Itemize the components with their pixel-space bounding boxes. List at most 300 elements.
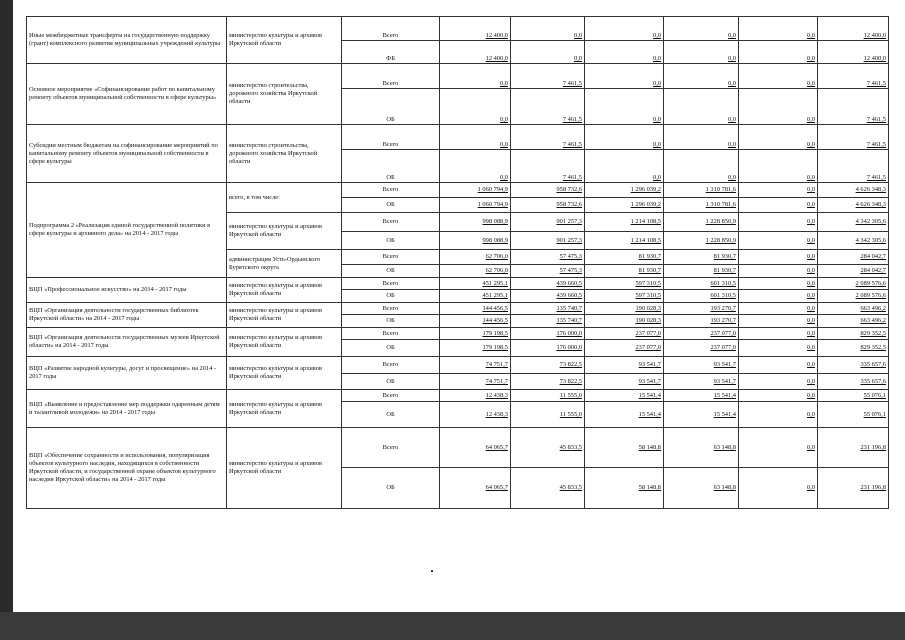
year-value-cell — [585, 150, 664, 183]
amount-value: 1 228 850,9 — [705, 236, 736, 244]
year-value-cell — [511, 340, 585, 357]
year-value-cell — [664, 250, 739, 265]
year-value-cell — [739, 89, 818, 125]
year-value-cell — [739, 232, 818, 250]
amount-value: 15 541,4 — [713, 410, 736, 418]
measure-name-cell: ВЦП «Организация деятельности государственных музеев Иркутской области» на 2014 - 2017 годы — [27, 328, 227, 357]
amount-value: 4 342 305,6 — [855, 236, 886, 244]
year-value-cell — [511, 183, 585, 198]
amount-value: 193 270,7 — [710, 317, 736, 324]
amount-value: 93 541,7 — [638, 361, 661, 368]
amount-value: 284 042,7 — [860, 267, 886, 274]
table-row — [27, 328, 889, 340]
amount-value: 15 541,4 — [638, 410, 661, 418]
amount-value: 0,0 — [807, 253, 815, 260]
budget-table — [26, 16, 889, 509]
total-value-cell — [818, 198, 889, 213]
year-value-cell — [585, 303, 664, 315]
amount-value: 0,0 — [728, 55, 736, 62]
year-value-cell — [739, 303, 818, 315]
amount-value: 93 541,7 — [713, 361, 736, 368]
year-value-cell — [664, 213, 739, 232]
total-value-cell — [818, 278, 889, 290]
year-value-cell — [585, 328, 664, 340]
year-value-cell — [440, 183, 511, 198]
amount-value: 231 196,8 — [860, 443, 886, 451]
amount-value: 958 732,6 — [556, 201, 582, 208]
year-value-cell — [739, 213, 818, 232]
year-value-cell — [440, 213, 511, 232]
year-value-cell — [511, 213, 585, 232]
year-value-cell — [511, 290, 585, 303]
year-value-cell — [440, 303, 511, 315]
year-value-cell — [585, 315, 664, 328]
amount-value: 4 626 348,3 — [855, 186, 886, 193]
year-value-cell — [585, 374, 664, 390]
year-value-cell — [664, 183, 739, 198]
amount-value: 0,0 — [807, 174, 815, 181]
executor-cell: министерство строительства, дорожного хозяйства Иркутской области — [227, 125, 342, 183]
year-value-cell — [585, 198, 664, 213]
year-value-cell — [664, 265, 739, 278]
year-value-cell — [664, 198, 739, 213]
funding-source-cell: ОБ — [342, 468, 440, 509]
amount-value: 2 089 576,6 — [855, 292, 886, 299]
year-value-cell — [511, 374, 585, 390]
amount-value: 0,0 — [807, 186, 815, 193]
amount-value: 0,0 — [807, 55, 815, 62]
year-value-cell — [511, 357, 585, 374]
year-value-cell — [739, 183, 818, 198]
total-value-cell — [818, 340, 889, 357]
amount-value: 0,0 — [653, 55, 661, 62]
executor-cell: министерство культуры и архивов Иркутской области — [227, 17, 342, 64]
year-value-cell — [511, 150, 585, 183]
year-value-cell — [739, 125, 818, 150]
amount-value: 0,0 — [807, 80, 815, 87]
amount-value: 135 740,7 — [556, 317, 582, 324]
amount-value: 7 461,5 — [866, 141, 886, 148]
year-value-cell — [511, 468, 585, 509]
table-row — [27, 64, 889, 89]
measure-name-cell: ВЦП «Профессиональное искусство» на 2014 - 2017 годы — [27, 278, 227, 303]
year-value-cell — [440, 265, 511, 278]
amount-value: 15 541,4 — [638, 391, 661, 399]
amount-value: 73 822,5 — [559, 377, 582, 385]
table-row — [27, 17, 889, 41]
year-value-cell — [511, 125, 585, 150]
year-value-cell — [440, 374, 511, 390]
year-value-cell — [585, 232, 664, 250]
total-value-cell — [818, 183, 889, 198]
amount-value: 15 541,4 — [713, 391, 736, 399]
amount-value: 0,0 — [728, 141, 736, 148]
year-value-cell — [440, 315, 511, 328]
amount-value: 1 296 039,2 — [630, 201, 661, 208]
total-value-cell — [818, 250, 889, 265]
year-value-cell — [440, 468, 511, 509]
amount-value: 237 077,0 — [710, 329, 736, 337]
amount-value: 335 657,6 — [860, 361, 886, 368]
funding-source-cell: ОБ — [342, 402, 440, 428]
amount-value: 176 000,0 — [556, 329, 582, 337]
amount-value: 12 438,3 — [485, 410, 508, 418]
amount-value: 179 198,5 — [482, 344, 508, 351]
amount-value: 144 456,5 — [482, 304, 508, 312]
year-value-cell — [511, 64, 585, 89]
amount-value: 901 257,3 — [556, 236, 582, 244]
amount-value: 45 833,5 — [559, 443, 582, 451]
year-value-cell — [739, 357, 818, 374]
funding-source-cell: Всего — [342, 428, 440, 468]
year-value-cell — [664, 232, 739, 250]
year-value-cell — [511, 428, 585, 468]
executor-cell: министерство культуры и архивов Иркутской области — [227, 328, 342, 357]
scan-speck — [431, 570, 433, 572]
year-value-cell — [739, 402, 818, 428]
year-value-cell — [585, 402, 664, 428]
total-value-cell — [818, 315, 889, 328]
amount-value: 829 352,5 — [860, 329, 886, 337]
amount-value: 11 555,0 — [559, 391, 582, 399]
year-value-cell — [585, 390, 664, 402]
total-value-cell — [818, 150, 889, 183]
amount-value: 64 065,7 — [485, 443, 508, 451]
amount-value: 2 089 576,6 — [855, 279, 886, 287]
funding-source-cell: ОБ — [342, 89, 440, 125]
amount-value: 179 198,5 — [482, 329, 508, 337]
year-value-cell — [739, 468, 818, 509]
funding-source-cell: ОБ — [342, 265, 440, 278]
amount-value: 0,0 — [728, 116, 736, 123]
amount-value: 63 148,8 — [713, 443, 736, 451]
year-value-cell — [440, 232, 511, 250]
year-value-cell — [739, 328, 818, 340]
amount-value: 12 400,0 — [485, 55, 508, 62]
executor-cell: министерство культуры и архивов Иркутской области — [227, 357, 342, 390]
year-value-cell — [440, 340, 511, 357]
funding-source-cell: Всего — [342, 278, 440, 290]
amount-value: 0,0 — [807, 377, 815, 385]
year-value-cell — [664, 374, 739, 390]
amount-value: 601 310,5 — [710, 292, 736, 299]
year-value-cell — [664, 357, 739, 374]
table-row — [27, 183, 889, 198]
amount-value: 958 732,6 — [556, 186, 582, 193]
amount-value: 439 660,5 — [556, 279, 582, 287]
amount-value: 63 148,8 — [713, 484, 736, 491]
year-value-cell — [511, 390, 585, 402]
amount-value: 7 461,5 — [562, 141, 582, 148]
year-value-cell — [664, 315, 739, 328]
amount-value: 57 475,3 — [559, 253, 582, 260]
amount-value: 1 060 794,9 — [477, 186, 508, 193]
amount-value: 4 626 348,3 — [855, 201, 886, 208]
year-value-cell — [585, 17, 664, 41]
year-value-cell — [511, 315, 585, 328]
year-value-cell — [585, 41, 664, 64]
amount-value: 73 822,5 — [559, 361, 582, 368]
executor-cell: министерство культуры и архивов Иркутской области — [227, 390, 342, 428]
funding-source-cell: Всего — [342, 328, 440, 340]
year-value-cell — [440, 89, 511, 125]
amount-value: 231 196,8 — [860, 484, 886, 491]
year-value-cell — [739, 17, 818, 41]
amount-value: 0,0 — [807, 410, 815, 418]
year-value-cell — [440, 428, 511, 468]
amount-value: 663 496,2 — [860, 304, 886, 312]
amount-value: 1 296 039,2 — [630, 186, 661, 193]
amount-value: 7 461,5 — [562, 116, 582, 123]
total-value-cell — [818, 17, 889, 41]
amount-value: 597 310,5 — [635, 279, 661, 287]
funding-source-cell: ОБ — [342, 232, 440, 250]
total-value-cell — [818, 125, 889, 150]
year-value-cell — [585, 250, 664, 265]
table-row — [27, 428, 889, 468]
amount-value: 0,0 — [728, 174, 736, 181]
year-value-cell — [511, 250, 585, 265]
funding-source-cell: Всего — [342, 17, 440, 41]
year-value-cell — [585, 357, 664, 374]
total-value-cell — [818, 232, 889, 250]
amount-value: 12 438,3 — [485, 391, 508, 399]
year-value-cell — [440, 278, 511, 290]
amount-value: 335 657,6 — [860, 377, 886, 385]
funding-source-cell: ОБ — [342, 315, 440, 328]
total-value-cell — [818, 303, 889, 315]
year-value-cell — [440, 328, 511, 340]
amount-value: 0,0 — [807, 292, 815, 299]
total-value-cell — [818, 357, 889, 374]
amount-value: 0,0 — [653, 80, 661, 87]
table-row — [27, 390, 889, 402]
amount-value: 12 400,0 — [485, 32, 508, 39]
amount-value: 451 295,1 — [482, 279, 508, 287]
measure-name-cell: ВЦП «Обеспечение сохранности и использования, популяризация объектов культурного наследия, находящихся в собственности Иркутской области, и государственной охране объектов культурного наследия Иркутской области» на 2014 - 2017 годы — [27, 428, 227, 509]
amount-value: 12 400,0 — [863, 32, 886, 39]
year-value-cell — [739, 250, 818, 265]
amount-value: 55 076,1 — [863, 391, 886, 399]
amount-value: 439 660,5 — [556, 292, 582, 299]
amount-value: 62 706,0 — [485, 267, 508, 274]
year-value-cell — [664, 41, 739, 64]
year-value-cell — [585, 213, 664, 232]
amount-value: 451 295,1 — [482, 292, 508, 299]
amount-value: 0,0 — [807, 443, 815, 451]
amount-value: 0,0 — [807, 361, 815, 368]
amount-value: 11 555,0 — [559, 410, 582, 418]
amount-value: 1 228 850,9 — [705, 218, 736, 225]
year-value-cell — [440, 250, 511, 265]
amount-value: 0,0 — [807, 116, 815, 123]
measure-name-cell: ВЦП «Выявление и предоставление мер поддержки одаренным детям и талантливой молодежи» на 2014 - 2017 годы — [27, 390, 227, 428]
year-value-cell — [739, 41, 818, 64]
amount-value: 93 541,7 — [713, 377, 736, 385]
funding-source-cell: ОБ — [342, 150, 440, 183]
year-value-cell — [664, 328, 739, 340]
year-value-cell — [585, 89, 664, 125]
year-value-cell — [511, 89, 585, 125]
year-value-cell — [739, 64, 818, 89]
amount-value: 237 077,0 — [635, 329, 661, 337]
amount-value: 45 833,5 — [559, 484, 582, 491]
amount-value: 998 088,9 — [482, 218, 508, 225]
table-row — [27, 357, 889, 374]
measure-name-cell: Подпрограмма 2 «Реализация единой государственной политики в сфере культуры и архивного дела» на 2014 - 2017 годы — [27, 183, 227, 278]
amount-value: 7 461,5 — [866, 116, 886, 123]
amount-value: 0,0 — [728, 32, 736, 39]
amount-value: 0,0 — [807, 344, 815, 351]
year-value-cell — [739, 150, 818, 183]
year-value-cell — [664, 428, 739, 468]
amount-value: 81 930,7 — [713, 267, 736, 274]
year-value-cell — [739, 390, 818, 402]
funding-source-cell: Всего — [342, 390, 440, 402]
total-value-cell — [818, 265, 889, 278]
amount-value: 81 930,7 — [638, 267, 661, 274]
year-value-cell — [739, 198, 818, 213]
year-value-cell — [511, 17, 585, 41]
amount-value: 0,0 — [500, 116, 508, 123]
year-value-cell — [739, 278, 818, 290]
amount-value: 0,0 — [728, 80, 736, 87]
total-value-cell — [818, 64, 889, 89]
amount-value: 0,0 — [653, 116, 661, 123]
year-value-cell — [511, 41, 585, 64]
amount-value: 144 456,5 — [482, 317, 508, 324]
measure-name-cell: Иные межбюджетные трансферты на государственную поддержку (грант) комплексного развития муниципальных учреждений культуры — [27, 17, 227, 64]
measure-name-cell: ВЦП «Развитие народной культуры, досуг и просвещение» на 2014 - 2017 годы — [27, 357, 227, 390]
year-value-cell — [585, 183, 664, 198]
amount-value: 0,0 — [807, 304, 815, 312]
amount-value: 0,0 — [807, 329, 815, 337]
funding-source-cell: Всего — [342, 64, 440, 89]
amount-value: 190 028,3 — [635, 317, 661, 324]
amount-value: 58 148,8 — [638, 443, 661, 451]
amount-value: 0,0 — [807, 279, 815, 287]
year-value-cell — [511, 278, 585, 290]
amount-value: 74 751,7 — [485, 377, 508, 385]
funding-source-cell: ОБ — [342, 374, 440, 390]
funding-source-cell: Всего — [342, 183, 440, 198]
year-value-cell — [664, 150, 739, 183]
total-value-cell — [818, 390, 889, 402]
executor-cell: всего, в том числе: — [227, 183, 342, 213]
year-value-cell — [585, 340, 664, 357]
funding-source-cell: ОБ — [342, 290, 440, 303]
amount-value: 0,0 — [653, 141, 661, 148]
amount-value: 0,0 — [574, 55, 582, 62]
amount-value: 0,0 — [807, 267, 815, 274]
funding-source-cell: Всего — [342, 125, 440, 150]
total-value-cell — [818, 41, 889, 64]
amount-value: 62 706,0 — [485, 253, 508, 260]
funding-source-cell: Всего — [342, 213, 440, 232]
amount-value: 135 740,7 — [556, 304, 582, 312]
amount-value: 7 461,5 — [562, 80, 582, 87]
total-value-cell — [818, 374, 889, 390]
funding-source-cell: Всего — [342, 357, 440, 374]
year-value-cell — [664, 402, 739, 428]
amount-value: 12 400,0 — [863, 55, 886, 62]
year-value-cell — [585, 468, 664, 509]
amount-value: 1 060 794,9 — [477, 201, 508, 208]
executor-cell: администрация Усть-Ордынского Бурятского округа — [227, 250, 342, 278]
amount-value: 81 930,7 — [638, 253, 661, 260]
amount-value: 176 000,0 — [556, 344, 582, 351]
executor-cell: министерство культуры и архивов Иркутской области — [227, 278, 342, 303]
amount-value: 0,0 — [807, 32, 815, 39]
amount-value: 1 214 108,5 — [630, 236, 661, 244]
year-value-cell — [664, 278, 739, 290]
amount-value: 0,0 — [807, 218, 815, 225]
amount-value: 601 310,5 — [710, 279, 736, 287]
amount-value: 193 270,7 — [710, 304, 736, 312]
year-value-cell — [511, 198, 585, 213]
table-row — [27, 278, 889, 290]
year-value-cell — [440, 198, 511, 213]
measure-name-cell: ВЦП «Организация деятельности государственных библиотек Иркутской области» на 2014 - 2017 годы — [27, 303, 227, 328]
total-value-cell — [818, 89, 889, 125]
year-value-cell — [440, 357, 511, 374]
amount-value: 1 310 781,6 — [705, 201, 736, 208]
amount-value: 829 352,5 — [860, 344, 886, 351]
amount-value: 81 930,7 — [713, 253, 736, 260]
year-value-cell — [739, 340, 818, 357]
year-value-cell — [664, 64, 739, 89]
amount-value: 64 065,7 — [485, 484, 508, 491]
funding-source-cell: ОБ — [342, 198, 440, 213]
funding-source-cell: Всего — [342, 303, 440, 315]
year-value-cell — [440, 290, 511, 303]
year-value-cell — [585, 290, 664, 303]
amount-value: 4 342 305,6 — [855, 218, 886, 225]
amount-value: 0,0 — [807, 141, 815, 148]
amount-value: 998 088,9 — [482, 236, 508, 244]
measure-name-cell: Основное мероприятие «Софинансирование работ по капитальному ремонту объектов муниципальной собственности в сфере культуры» — [27, 64, 227, 125]
year-value-cell — [739, 374, 818, 390]
amount-value: 663 496,2 — [860, 317, 886, 324]
year-value-cell — [511, 402, 585, 428]
amount-value: 7 461,5 — [562, 174, 582, 181]
amount-value: 93 541,7 — [638, 377, 661, 385]
amount-value: 190 028,3 — [635, 304, 661, 312]
year-value-cell — [739, 265, 818, 278]
amount-value: 237 077,0 — [710, 344, 736, 351]
executor-cell: министерство строительства, дорожного хозяйства Иркутской области — [227, 64, 342, 125]
year-value-cell — [739, 428, 818, 468]
year-value-cell — [664, 390, 739, 402]
amount-value: 0,0 — [807, 484, 815, 491]
funding-source-cell: Всего — [342, 250, 440, 265]
amount-value: 0,0 — [807, 236, 815, 244]
year-value-cell — [664, 468, 739, 509]
year-value-cell — [664, 290, 739, 303]
measure-name-cell: Субсидии местным бюджетам на софинансирование мероприятий по капитальному ремонту объектов муниципальной собственности в сфере культуры — [27, 125, 227, 183]
year-value-cell — [511, 328, 585, 340]
amount-value: 0,0 — [807, 391, 815, 399]
total-value-cell — [818, 468, 889, 509]
table-row — [27, 125, 889, 150]
year-value-cell — [585, 265, 664, 278]
amount-value: 0,0 — [500, 174, 508, 181]
year-value-cell — [664, 17, 739, 41]
amount-value: 0,0 — [653, 174, 661, 181]
amount-value: 0,0 — [500, 141, 508, 148]
amount-value: 597 310,5 — [635, 292, 661, 299]
funding-source-cell: ОБ — [342, 340, 440, 357]
